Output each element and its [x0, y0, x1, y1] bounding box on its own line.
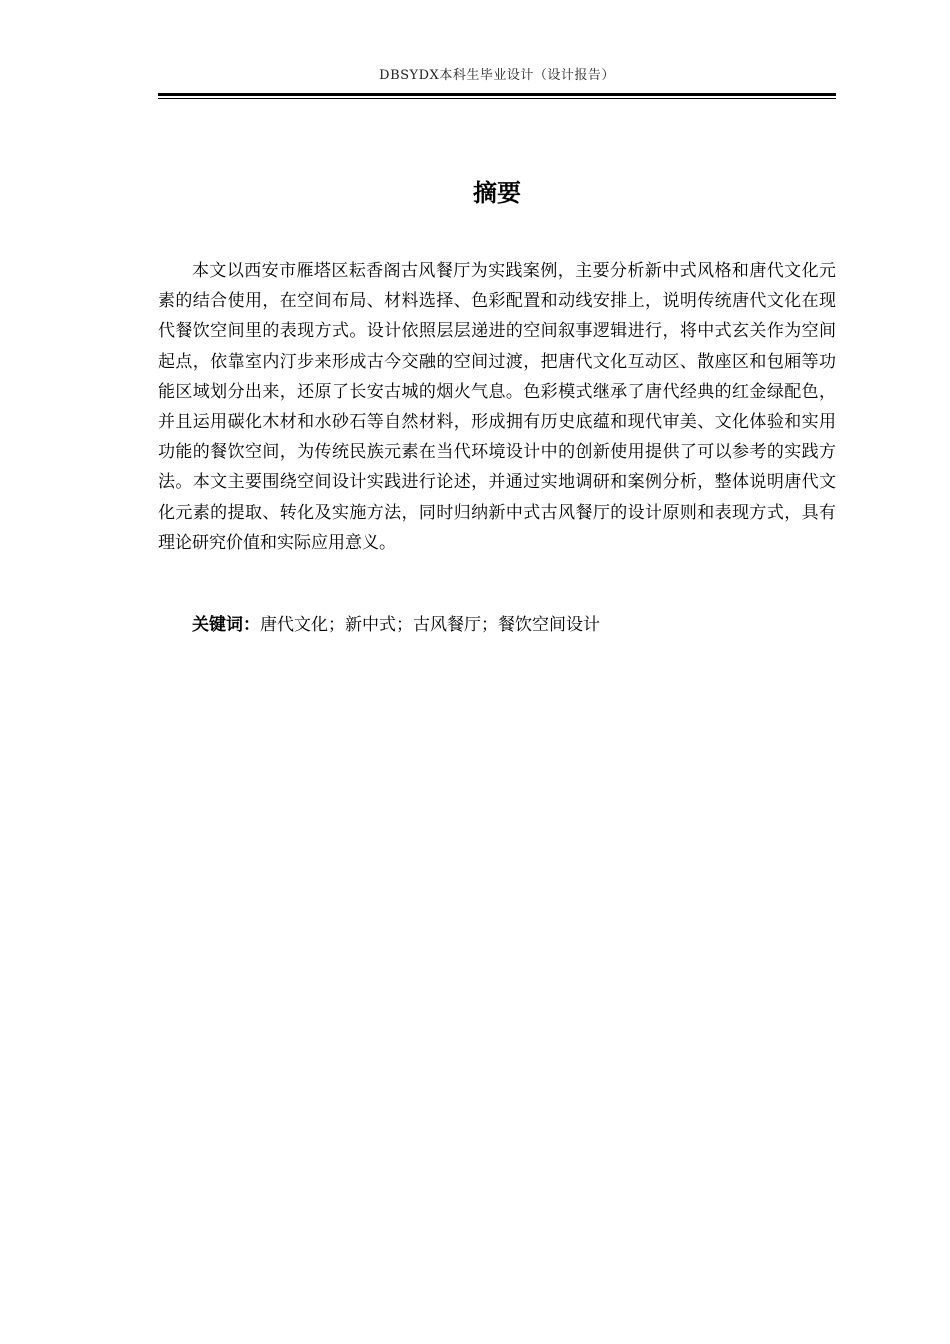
- running-header: DBSYDX本科生毕业设计（设计报告）: [379, 68, 615, 83]
- keywords-line: [158, 610, 836, 640]
- keywords-label: 关键词：: [192, 615, 260, 635]
- keywords-list: 唐代文化；新中式；古风餐厅；餐饮空间设计: [260, 615, 600, 635]
- header-rule-thick: [158, 93, 836, 96]
- abstract-paragraph: 本文以西安市雁塔区耘香阁古风餐厅为实践案例，主要分析新中式风格和唐代文化元素的结合使用，在空间布局、材料选择、色彩配置和动线安排上，说明传统唐代文化在现代餐饮空间里的表现方式。设计依照层层递进的空间叙事逻辑进行，将中式玄关作为空间起点，依靠室内汀步来形成古今交融的空间过渡，把唐代文化互动区、散座区和包厢等功能区域划分出来，还原了长安古城的烟火气息。色彩模式继承了唐代经典的红金绿配色，并且运用碳化木材和水砂石等自然材料，形成拥有历史底蕴和现代审美、文化体验和实用功能的餐饮空间，为传统民族元素在当代环境设计中的创新使用提供了可以参考的实践方法。本文主要围绕空间设计实践进行论述，并通过实地调研和案例分析，整体说明唐代文化元素的提取、转化及实施方法，同时归纳新中式古风餐厅的设计原则和表现方式，具有理论研究价值和实际应用意义。: [158, 261, 836, 553]
- header-rule-thin: [158, 98, 836, 99]
- abstract-title: 摘要: [473, 179, 521, 207]
